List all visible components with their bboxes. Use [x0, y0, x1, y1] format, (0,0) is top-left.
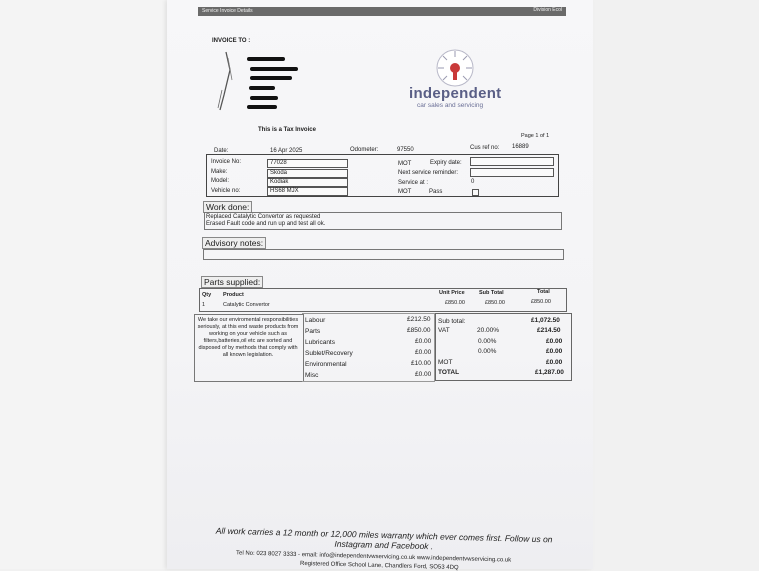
invoice-to-label: INVOICE TO : — [212, 38, 251, 44]
charge-label-environmental: Environmental — [305, 361, 347, 368]
rate3: 0.00% — [478, 348, 497, 355]
model-label: Model: — [211, 178, 230, 184]
mot-total-label: MOT — [438, 359, 453, 366]
brand-name: independent — [409, 85, 502, 102]
invoice-date: 16 Apr 2025 — [270, 148, 303, 154]
header-strip-right: Division Ecol — [533, 7, 562, 13]
charge-label-labour: Labour — [305, 317, 326, 324]
invoice-no-label: Invoice No: — [211, 159, 242, 165]
parts-product-header: Product — [223, 292, 244, 298]
charge-value-environmental: £10.00 — [411, 360, 431, 367]
cus-ref-value: 16889 — [512, 144, 529, 150]
parts-total-header: Total — [537, 289, 550, 295]
sub-total-label: Sub total: — [438, 318, 466, 325]
parts-row-product: Catalytic Convertor — [223, 302, 270, 308]
mot-total-value: £0.00 — [546, 359, 563, 366]
next-service-field — [470, 168, 554, 177]
charge-label-sublet: Sublet/Recovery — [305, 350, 353, 357]
tax-invoice-label: This is a Tax Invoice — [258, 127, 316, 133]
mot-label: MOT — [398, 161, 412, 167]
vehicle-no-label: Vehicle no: — [211, 188, 241, 194]
advisory-box — [203, 249, 564, 260]
parts-sub-total-header: Sub Total — [479, 290, 504, 296]
parts-row-total: £850.00 — [531, 299, 551, 305]
odometer-label: Odometer: — [350, 147, 379, 153]
brand-tagline: car sales and servicing — [417, 102, 484, 109]
vat-value: £214.50 — [537, 327, 561, 334]
charge-label-parts: Parts — [305, 328, 321, 335]
charge-value-sublet: £0.00 — [415, 349, 432, 356]
model-field: Kodiak — [267, 178, 348, 187]
work-done-line1: Replaced Catalytic Convertor as requested — [206, 214, 321, 220]
work-done-title: Work done: — [203, 201, 252, 213]
vat-label: VAT — [438, 327, 450, 334]
pen-scribble-icon — [214, 50, 236, 112]
vehicle-no-field: HS68 MJX — [267, 187, 348, 196]
total-label: TOTAL — [438, 369, 460, 376]
mot-pass-mot-label: MOT — [398, 189, 412, 195]
vat-rate: 20.00% — [477, 327, 500, 334]
total-value: £1,287.00 — [535, 369, 564, 376]
footer-registered: Registered Office School Lane, Chandlers Ford, SO53 4DQ — [299, 560, 459, 571]
mot-pass-label: Pass — [429, 189, 443, 195]
advisory-title: Advisory notes: — [202, 237, 266, 249]
service-at-label: Service at : — [398, 180, 429, 186]
make-label: Make: — [211, 169, 228, 175]
value2: £0.00 — [546, 338, 563, 345]
odometer-value: 97550 — [397, 147, 414, 153]
header-strip — [198, 7, 566, 16]
rate2: 0.00% — [478, 338, 497, 345]
charge-value-lubricants: £0.00 — [415, 338, 432, 345]
expiry-date-field — [470, 157, 554, 166]
cus-ref-label: Cus ref no: — [470, 145, 500, 151]
charge-value-labour: £212.50 — [407, 316, 431, 323]
page-number: Page 1 of 1 — [521, 133, 550, 139]
sub-total-value: £1,072.50 — [531, 317, 560, 324]
parts-title: Parts supplied: — [201, 276, 263, 288]
charge-value-misc: £0.00 — [415, 371, 432, 378]
make-field: Skoda — [267, 169, 348, 178]
value3: £0.00 — [546, 348, 563, 355]
charge-value-parts: £850.00 — [407, 327, 431, 334]
parts-row-unit-price: £850.00 — [445, 300, 465, 306]
date-label: Date: — [214, 148, 229, 154]
service-at-value: 0 — [471, 179, 475, 185]
background-surface — [0, 0, 167, 569]
footer-warranty: All work carries a 12 month or 12,000 miles warranty which ever comes first. Follow us on Instagram and Facebook . — [215, 525, 553, 552]
work-done-line2: Erased Fault code and run up and test all ok. — [206, 221, 326, 227]
charge-label-lubricants: Lubricants — [305, 339, 335, 346]
mot-pass-checkbox — [472, 189, 479, 196]
environment-note: We take our enviromental responsibilities seriously, at this end waste products from working on your vehicle such as filters,batteries,oil etc are sorted and disposed of by methods that comply with all known legislation. — [197, 317, 299, 358]
invoice-no-field: 77028 — [267, 159, 348, 168]
next-service-label: Next service reminder: — [398, 170, 459, 176]
footer-contact: Tel No: 023 8027 3333 - email: info@independentvwservicing.co.uk www.independentvwservicing.co.uk — [235, 550, 512, 564]
brand-logo-icon — [434, 48, 476, 88]
charge-label-misc: Misc — [305, 372, 319, 379]
expiry-date-label: Expiry date: — [430, 160, 462, 166]
parts-unit-price-header: Unit Price — [439, 290, 465, 296]
header-strip-left: Service Invoice Details — [202, 8, 253, 14]
parts-row-sub-total: £850.00 — [485, 300, 505, 306]
parts-table — [199, 288, 567, 312]
parts-row-qty: 1 — [202, 302, 206, 308]
parts-qty-header: Qty — [202, 292, 212, 298]
